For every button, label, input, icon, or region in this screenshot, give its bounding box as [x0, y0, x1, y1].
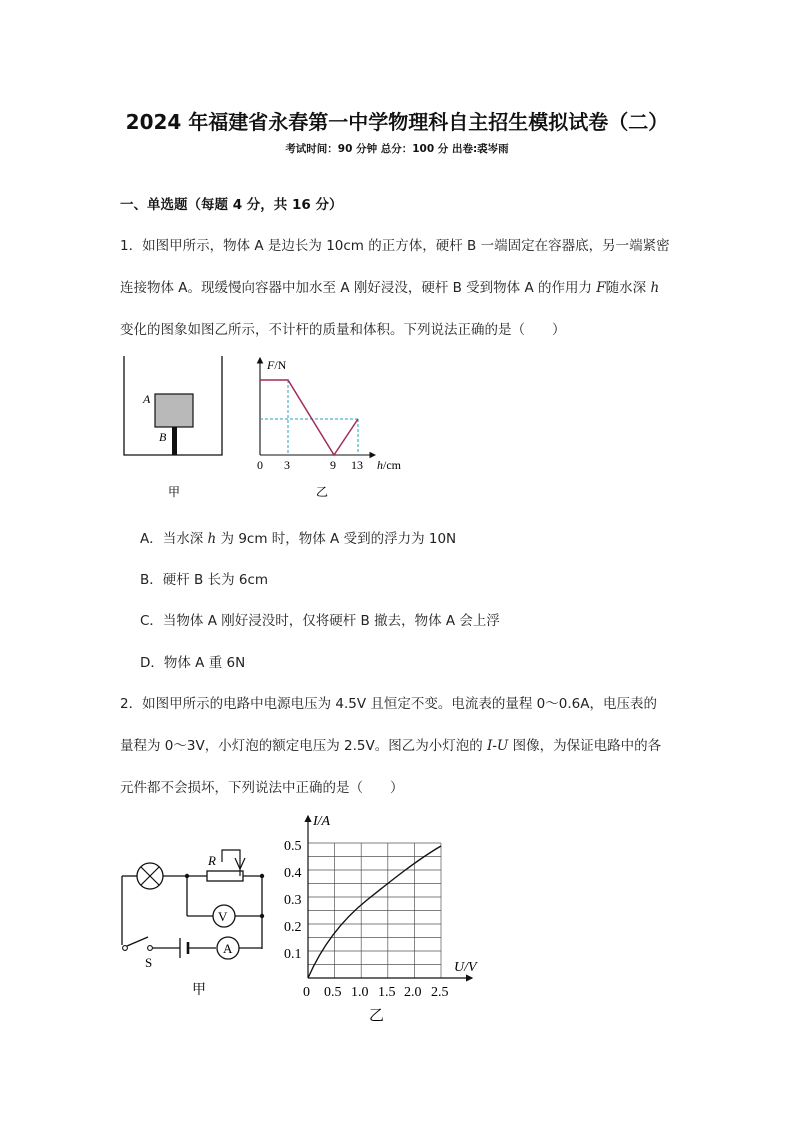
label-A-meter: A [223, 941, 233, 956]
q1-option-A-pre: A．当水深 [140, 531, 208, 547]
u-tick-2.5: 2.5 [431, 985, 449, 1000]
x-tick-9: 9 [330, 458, 336, 472]
q1-figure-container [118, 354, 228, 506]
u-tick-1.5: 1.5 [378, 985, 396, 1000]
q1-line2-text-b: 随水深 [605, 280, 651, 296]
q2-line3: 元件都不会损坏，下列说法中正确的是（ ） [120, 780, 404, 796]
fig-yi-caption: 乙 [316, 485, 329, 499]
rheostat-R [207, 871, 243, 881]
switch-S [127, 937, 148, 946]
i-tick-0.1: 0.1 [284, 947, 302, 962]
label-V: V [218, 909, 228, 924]
battery-icon [180, 938, 188, 958]
i-tick-0.5: 0.5 [284, 839, 302, 854]
u-tick-2.0: 2.0 [404, 985, 422, 1000]
i-tick-0.3: 0.3 [284, 893, 302, 908]
q1-line1: 1．如图甲所示，物体 A 是边长为 10cm 的正方体，硬杆 B 一端固定在容器底，另一端紧密 [120, 238, 670, 254]
lamp-icon [137, 863, 163, 889]
iu-curve [308, 846, 441, 978]
label-B: B [159, 430, 167, 444]
label-R: R [208, 853, 216, 868]
force-curve [260, 380, 358, 455]
section-heading: 一、单选题（每题 4 分，共 16 分） [120, 197, 343, 213]
exam-title: 2024 年福建省永春第一中学物理科自主招生模拟试卷（二） [125, 110, 669, 134]
q1-line3: 变化的图象如图乙所示，不计杆的质量和体积。下列说法正确的是（ ） [120, 322, 566, 338]
q1-line2-text-a: 连接物体 A。现缓慢向容器中加水至 A 刚好浸没，硬杆 B 受到物体 A 的作用力 [120, 280, 597, 296]
label-S: S [145, 955, 153, 970]
label-A: A [143, 392, 151, 406]
q1-option-D[interactable]: D．物体 A 重 6N [140, 655, 246, 671]
grid [308, 843, 441, 978]
q1-figure-graph [250, 352, 420, 508]
exam-subtitle: 考试时间：90 分钟 总分：100 分 出卷:裘岑雨 [285, 143, 509, 155]
q1-option-B[interactable]: B．硬杆 B 长为 6cm [140, 572, 269, 588]
fig-jia-caption: 甲 [168, 485, 181, 499]
q1-option-A-var: h [207, 531, 217, 547]
x-tick-13: 13 [351, 458, 363, 472]
i-tick-0.4: 0.4 [284, 866, 302, 881]
x-tick-3: 3 [284, 458, 290, 472]
y-axis-label: F/N [267, 358, 287, 372]
u-tick-0: 0 [303, 985, 310, 1000]
i-tick-0.2: 0.2 [284, 920, 302, 935]
q2-line1: 2．如图甲所示的电路中电源电压为 4.5V 且恒定不变。电流表的量程 0～0.6A，电压表的 [120, 696, 657, 712]
q1-option-A[interactable] [140, 527, 456, 547]
q1-var-h: h [650, 280, 660, 296]
x-tick-0: 0 [257, 458, 263, 472]
q2-iu-graph [282, 808, 482, 1024]
graph-caption: 乙 [369, 1008, 385, 1024]
block-A [155, 394, 193, 427]
circuit-caption: 甲 [192, 983, 206, 998]
q1-option-A-post: 为 9cm 时，物体 A 受到的浮力为 10N [216, 531, 457, 547]
q2-line2-text-a: 量程为 0～3V，小灯泡的额定电压为 2.5V。图乙为小灯泡的 [120, 738, 487, 754]
q2-circuit [112, 840, 272, 1002]
u-tick-1.0: 1.0 [351, 985, 369, 1000]
u-axis-label: U/V [454, 960, 477, 975]
rod-B [172, 427, 177, 455]
q1-var-F: F [596, 280, 606, 296]
q2-var-IU: I-U [487, 738, 509, 754]
q1-option-C[interactable]: C．当物体 A 刚好浸没时，仅将硬杆 B 撤去，物体 A 会上浮 [140, 613, 500, 629]
q1-line2 [120, 276, 659, 296]
q2-line2-text-b: 图像，为保证电路中的各 [508, 738, 662, 754]
u-tick-0.5: 0.5 [324, 985, 342, 1000]
q2-line2 [120, 734, 661, 754]
x-axis-label: h/cm [377, 458, 401, 472]
i-axis-label: I/A [313, 814, 331, 829]
